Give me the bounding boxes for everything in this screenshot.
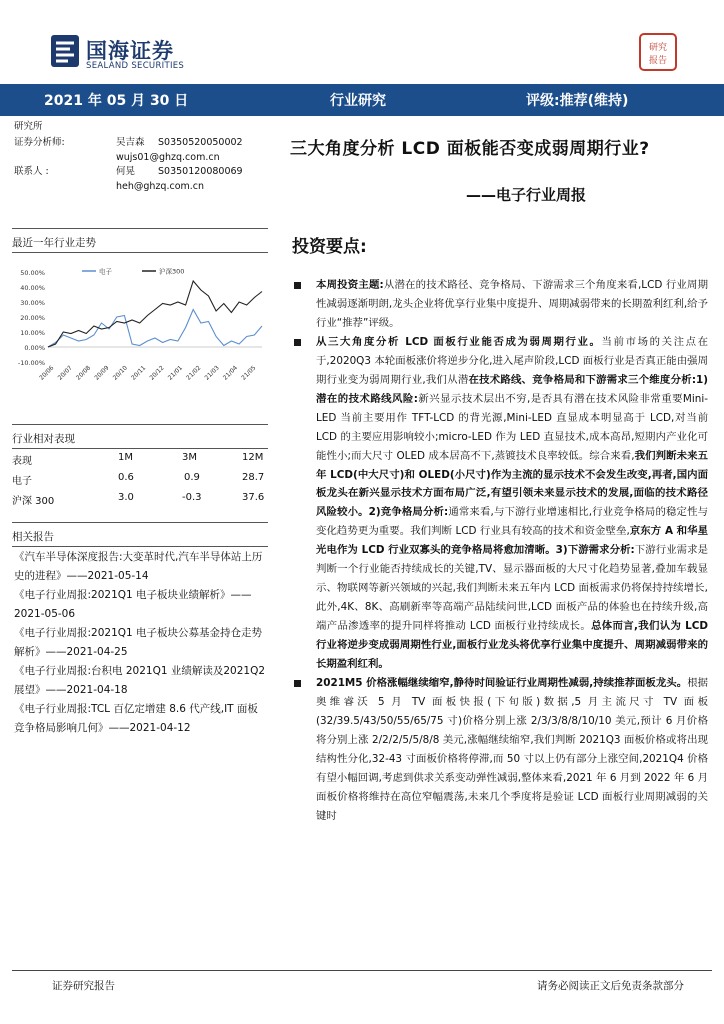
report-category: 行业研究 [330,93,386,109]
x-tick-label: 20/09 [93,364,111,382]
seal-stamp-icon [638,32,678,72]
table-cell: 37.6 [242,492,265,503]
bullet-square-icon [294,680,301,687]
table-header-row [12,450,268,468]
analyst-id: S0350520050002 [158,137,243,148]
perf-section-title: 行业相对表现 [12,433,75,445]
report-subtitle: ——电子行业周报 [465,186,586,204]
key-points-heading: 投资要点: [292,237,367,257]
svg-text:报告: 报告 [649,56,668,66]
key-point-text: 根据奥维睿沃 5 月 TV 面板快报(下旬版)数据,5 月主流尺寸 TV 面板(32/39.5/43/50/55/65/75 寸)价格分别上涨 2/3/3/8/8/10/10 美元,预计 6 月价格将分别上涨 2/2/2/5/5/8/8 美元,涨幅继续缩窄,我们判断 2021Q3 面板价格或将出现结构性分化,32-43 寸面板价格将停滞,而 50 寸以上仍有部分上涨空间,2021Q4 价格有望小幅回调,考虑到供求关系变动弹性减弱,整体来看,2021 年 6 月到 2022 年 6 月面板价格将维持在高位窄幅震荡,未来几个季度将是验证 LCD 面板行业周期减弱的关键时 [316,677,709,822]
divider [12,252,268,253]
footer-disclaimer: 请务必阅读正文后免责条款部分 [537,980,684,992]
table-row [12,490,268,508]
y-tick-label: -10.00% [17,359,45,367]
divider [12,228,268,229]
x-tick-label: 20/11 [130,364,148,382]
brand-name-cn: 国海证券 [86,39,174,63]
company-logo [50,34,250,74]
x-tick-label: 20/07 [56,364,74,382]
header-band [0,84,724,116]
y-tick-label: 30.00% [20,299,45,307]
related-report-link[interactable]: 《汽车半导体深度报告:大变革时代,汽车半导体站上历史的进程》——2021-05-14 [14,551,263,582]
contact-id: S0350120080069 [158,166,243,177]
table-cell: 0.9 [184,472,200,483]
x-tick-label: 21/03 [203,364,221,382]
legend-label: 沪深300 [159,267,185,276]
x-tick-label: 21/05 [240,364,258,382]
series-line [48,281,262,347]
x-tick-label: 21/02 [185,364,203,382]
footer-left: 证券研究报告 [52,980,115,992]
analyst-label: 证券分析师: [14,137,65,148]
series-line [48,310,262,348]
table-header-cell: 1M [118,452,133,463]
x-tick-label: 20/06 [38,364,56,382]
key-points-list [292,276,708,826]
key-point-item [292,276,708,333]
y-tick-label: 40.00% [20,284,45,292]
x-tick-label: 21/04 [221,364,240,382]
key-point-lead: 从三大角度分析 LCD 面板行业能否成为弱周期行业。 [316,335,602,348]
x-tick-label: 20/08 [74,364,93,382]
bullet-square-icon [294,339,301,346]
chart-section-title: 最近一年行业走势 [12,237,96,249]
table-cell: -0.3 [182,492,202,503]
table-header-cell: 表现 [12,456,32,467]
table-header-cell: 12M [242,452,264,463]
key-point-text: 新兴显示技术层出不穷,是否具有潜在技术风险非常重要Mini-LED 当前主要用作 TFT-LCD 的背光源,Mini-LED 直显成本明显高于 LCD,对当前 LCD 的主要应用影响较小;micro-LED 作为 LED 直显技术,成本高昂,短期内产业化可能性小;而大尺寸 OLED 成本居高不下,蒸镀技术良率较低。综合来看, [316,392,709,462]
divider [12,546,268,547]
perf-table [12,450,268,510]
related-report-link[interactable]: 《电子行业周报:TCL 百亿定增建 8.6 代产线,IT 面板竞争格局影响几何》——2021-04-12 [14,703,258,734]
legend-label: 电子 [99,267,112,276]
x-tick-label: 20/12 [148,364,166,382]
divider [12,522,268,523]
report-date: 2021 年 05 月 30 日 [44,93,189,109]
dept-label: 研究所 [14,121,43,132]
table-header-cell: 3M [182,452,197,463]
table-cell: 沪深 300 [12,496,55,507]
key-point-lead: 本周投资主题: [316,279,384,291]
key-point-item [292,333,708,674]
divider [12,448,268,449]
key-point-emphasis: 在技术路线、竞争格局和下游需求三个维度分析:1)潜在的技术路线风险: [316,373,708,405]
table-cell: 3.0 [118,492,134,503]
logo-mark-icon [50,34,80,68]
analyst-name: 吴吉森 [116,137,145,148]
key-point-item [292,674,708,826]
footer-divider [12,970,712,971]
report-rating: 评级:推荐(维持) [526,93,629,109]
contact-label: 联系人 : [14,166,49,177]
key-point-lead: 2021M5 价格涨幅继续缩窄,静待时间验证行业周期性减弱,持续推荐面板龙头。 [316,677,688,690]
y-tick-label: 10.00% [20,329,45,337]
key-point-emphasis: 京东方 A 和华星光电作为 LCD 行业双寡头的竞争格局将愈加清晰。3)下游需求分析: [316,525,709,557]
key-point-emphasis: 我们判断未来五年 LCD(中大尺寸)和 OLED(小尺寸)作为主流的显示技术不会发生改变,再者,国内面板龙头在新兴显示技术方面布局广泛,有望引领未来显示技术的发展,面临的技术路径风险较小。2)竞争格局分析: [316,449,708,519]
related-report-link[interactable]: 《电子行业周报:台积电 2021Q1 业绩解读及2021Q2 展望》——2021-04-18 [14,665,266,696]
report-title: 三大角度分析 LCD 面板能否变成弱周期行业? [290,139,650,159]
brand-name-en: SEALAND SECURITIES [86,61,185,71]
key-point-emphasis: 总体而言,我们认为 LCD 行业将逆步变成弱周期性行业,面板行业龙头将优享行业集中度提升、周期减弱带来的长期盈利红利。 [316,620,708,671]
research-seal [638,32,678,72]
y-tick-label: 0.00% [24,344,45,352]
key-point-text: 从潜在的技术路径、竞争格局、下游需求三个角度来看,LCD 行业周期性减弱逐渐明朗,龙头企业将优享行业集中度提升、周期减弱带来的长期盈利红利,给予行业“推荐”评级。 [316,279,708,329]
table-cell: 0.6 [118,472,134,483]
x-tick-label: 20/10 [111,364,129,382]
x-tick-label: 21/01 [166,364,184,382]
table-cell: 28.7 [242,472,265,483]
related-reports-list [14,548,268,738]
svg-text:研究: 研究 [649,43,668,53]
contact-email[interactable]: heh@ghzq.com.cn [116,181,205,192]
key-point-text: 当前市场的关注点在于,2020Q3 本轮面板涨价将逆步分化,进入尾声阶段,LCD 面板行业是否真正能由强周期行业变为弱周期行业,我们从潜 [316,335,709,386]
industry-trend-chart [12,262,268,408]
related-section-title: 相关报告 [12,531,54,543]
related-report-link[interactable]: 《电子行业周报:2021Q1 电子板块公募基金持仓走势解析》——2021-04-25 [14,627,263,658]
bullet-square-icon [294,282,301,289]
table-cell: 电子 [12,476,32,487]
table-row [12,470,268,488]
contact-name: 何晃 [116,166,136,177]
key-point-text: 下游行业需求是判断一个行业能否持续成长的关键,TV、显示器面板的大尺寸化趋势显著,叠加车载显示、物联网等新兴领域的兴起,我们判断未来五年内 LCD 面板需求仍将保持持续增长,此外,4K、8K、高刷新率等高端产品陆续问世,LCD 面板产品的体验也在持续升级,高端产品渗透率的提升同样将推动 LCD 面板行业持续成长。 [316,544,708,633]
analyst-email[interactable]: wujs01@ghzq.com.cn [116,152,220,163]
related-report-link[interactable]: 《电子行业周报:2021Q1 电子板块业绩解析》——2021-05-06 [14,589,252,620]
divider [12,424,268,425]
key-point-text: 通常来看,与下游行业增速相比,行业竞争格局的稳定性与变化趋势更为重要。我们判断 LCD 行业具有较高的技术和资金壁垒, [316,506,708,538]
y-tick-label: 20.00% [20,314,45,322]
y-tick-label: 50.00% [20,269,45,277]
